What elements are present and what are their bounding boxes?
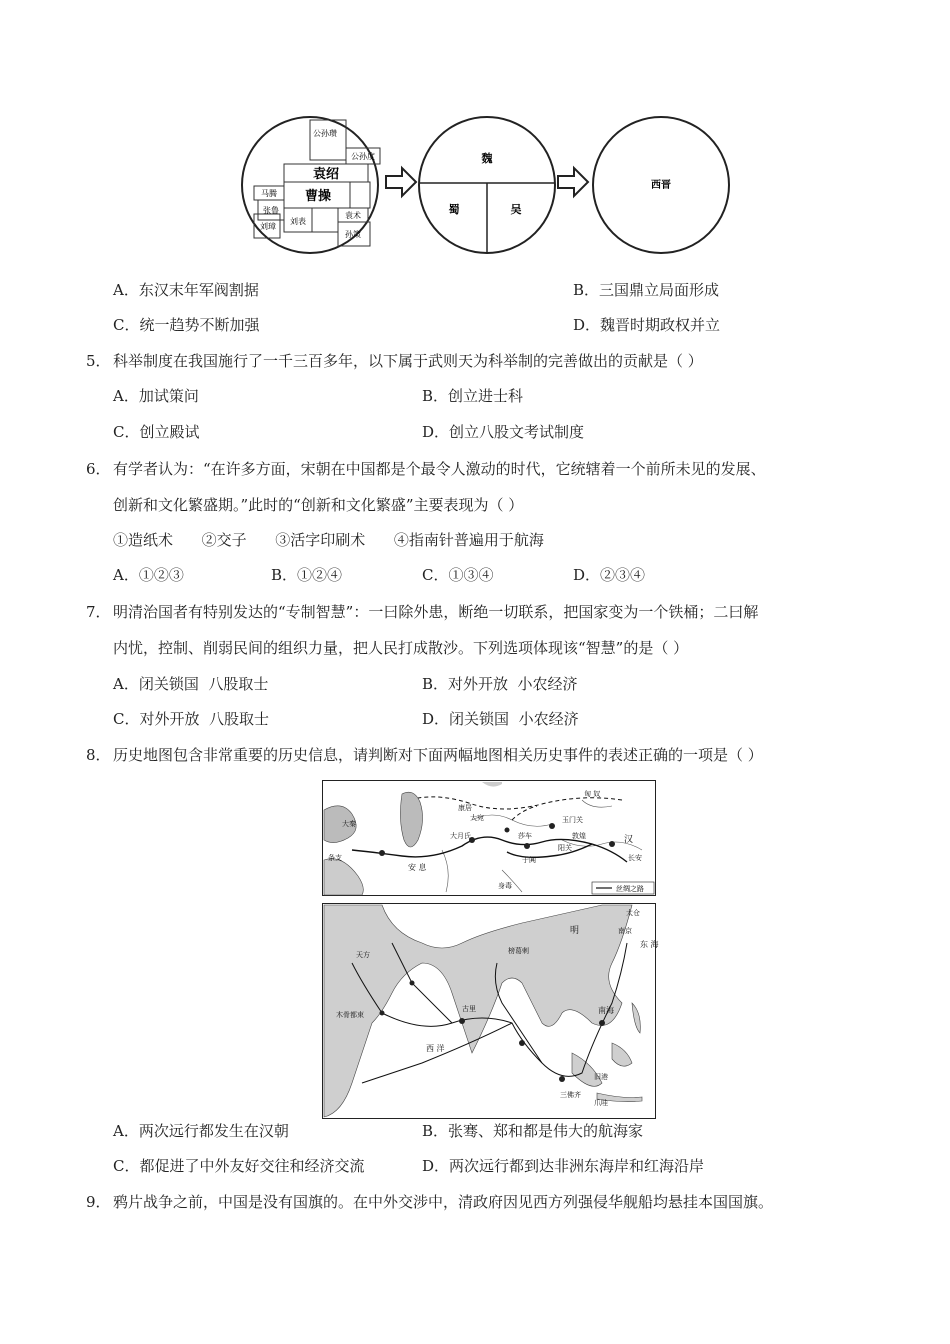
q4-option-c[interactable]: C．统一趋势不断加强 <box>113 316 260 334</box>
zheng-he-voyages-map <box>322 903 659 1119</box>
label-guli: 古里 <box>462 1005 476 1013</box>
label-shu: 蜀 <box>448 203 460 216</box>
label-taicang: 太仓 <box>626 909 640 917</box>
label-dunhuang: 敦煌 <box>572 832 586 840</box>
label-yuanshu: 袁术 <box>345 211 361 220</box>
label-yangguan: 阳关 <box>558 844 572 852</box>
q6-option-b[interactable]: B．①②④ <box>271 566 343 584</box>
q4-option-d[interactable]: D．魏晋时期政权并立 <box>573 316 721 334</box>
label-sunce: 孙策 <box>345 230 361 239</box>
label-xiongnu: 匈 奴 <box>584 790 601 798</box>
q7-option-b[interactable]: B．对外开放 小农经济 <box>422 675 578 693</box>
legend-silk-road: 丝绸之路 <box>616 885 644 893</box>
q7-option-c[interactable]: C．对外开放 八股取士 <box>113 710 270 728</box>
label-mateng: 马腾 <box>261 189 277 198</box>
label-tianfang: 天方 <box>356 951 370 959</box>
figure-three-kingdoms-diagram <box>240 110 720 260</box>
q6-option-c[interactable]: C．①③④ <box>422 566 494 584</box>
q8-option-b[interactable]: B．张骞、郑和都是伟大的航海家 <box>422 1122 644 1140</box>
q6-option-d[interactable]: D．②③④ <box>573 566 646 584</box>
q8-option-a[interactable]: A．两次远行都发生在汉朝 <box>113 1122 289 1140</box>
q9-stem: 鸦片战争之前，中国是没有国旗的。在中外交涉中，清政府因见西方列强侵华舰船均悬挂本国国旗。 <box>113 1193 774 1211</box>
label-bengala: 榜葛剌 <box>508 947 529 955</box>
label-kangju: 康居 <box>458 804 472 812</box>
label-wei: 魏 <box>481 152 493 165</box>
q6-items: ①造纸术 ②交子 ③活字印刷术 ④指南针普遍用于航海 <box>113 531 544 549</box>
q5-stem: 科举制度在我国施行了一千三百多年，以下属于武则天为科举制的完善做出的贡献是（ ） <box>113 352 703 370</box>
label-nanhai: 南海 <box>598 1006 614 1015</box>
q6-stem-line-1: 有学者认为：“在许多方面，宋朝在中国都是个最令人激动的时代，它统辖着一个前所未见的发展、 <box>113 460 766 478</box>
label-changan: 长安 <box>628 854 642 862</box>
q6-number: 6． <box>86 460 111 478</box>
q7-option-d[interactable]: D．闭关锁国 小农经济 <box>422 710 579 728</box>
label-liubiao: 刘表 <box>290 217 306 226</box>
q7-option-a[interactable]: A．闭关锁国 八股取士 <box>113 675 269 693</box>
q8-option-d[interactable]: D．两次远行都到达非洲东海岸和红海沿岸 <box>422 1157 705 1175</box>
label-dayuan: 大宛 <box>470 814 484 822</box>
label-daqin: 大秦 <box>342 820 356 828</box>
label-wu: 吴 <box>510 203 522 216</box>
label-liuzhang: 刘璋 <box>260 222 276 231</box>
q5-number: 5． <box>86 352 111 370</box>
q4-option-b[interactable]: B．三国鼎立局面形成 <box>573 281 720 299</box>
q5-option-a[interactable]: A．加试策问 <box>113 387 199 405</box>
label-dayuezhi: 大月氏 <box>450 832 471 840</box>
label-zhanglu: 张鲁 <box>263 206 279 215</box>
q7-number: 7． <box>86 603 111 621</box>
label-gongsunzan: 公孙瓒 <box>313 129 337 138</box>
q7-stem-line-1: 明清治国者有特别发达的“专制智慧”：一曰除外患，断绝一切联系，把国家变为一个铁桶；二曰解 <box>113 603 759 621</box>
q6-option-a[interactable]: A．①②③ <box>113 566 184 584</box>
label-yutian: 于阗 <box>522 856 536 864</box>
q4-option-a[interactable]: A．东汉末年军阀割据 <box>113 281 259 299</box>
label-han: 汉 <box>624 835 634 845</box>
label-xiyang: 西 洋 <box>426 1044 445 1053</box>
label-shache: 莎车 <box>518 832 532 840</box>
label-ming: 明 <box>570 926 580 936</box>
label-sanfoqi: 三佛齐 <box>560 1091 581 1099</box>
arrow-1 <box>386 168 416 196</box>
label-tiaozhi: 条支 <box>328 854 342 862</box>
q5-option-b[interactable]: B．创立进士科 <box>422 387 524 405</box>
q8-number: 8． <box>86 746 111 764</box>
label-zhaowa: 爪哇 <box>594 1099 608 1107</box>
silk-road-map <box>322 780 656 896</box>
label-shendu: 身毒 <box>498 882 512 890</box>
q8-stem: 历史地图包含非常重要的历史信息，请判断对下面两幅地图相关历史事件的表述正确的一项是（ ） <box>113 746 763 764</box>
arrow-2 <box>558 168 588 196</box>
q8-option-c[interactable]: C．都促进了中外友好交往和经济交流 <box>113 1157 365 1175</box>
label-donghai: 东 海 <box>640 940 659 949</box>
label-jiugang: 旧港 <box>594 1073 608 1081</box>
q5-option-c[interactable]: C．创立殿试 <box>113 423 200 441</box>
label-caocao: 曹操 <box>304 189 332 204</box>
q9-number: 9． <box>86 1193 111 1211</box>
label-gongsundu: 公孙度 <box>351 152 375 161</box>
label-anxi: 安 息 <box>408 863 427 872</box>
q7-stem-line-2: 内忧，控制、削弱民间的组织力量，把人民打成散沙。下列选项体现该“智慧”的是（ ） <box>113 639 689 657</box>
q5-option-d[interactable]: D．创立八股文考试制度 <box>422 423 585 441</box>
label-yumenguan: 玉门关 <box>562 816 583 824</box>
label-mugudushu: 木骨都束 <box>336 1011 364 1019</box>
label-yuanshao: 袁绍 <box>312 167 340 182</box>
label-nanjing: 南京 <box>618 927 632 935</box>
label-xijin: 西晋 <box>651 180 671 191</box>
q6-stem-line-2: 创新和文化繁盛期。”此时的“创新和文化繁盛”主要表现为（ ） <box>113 496 524 514</box>
